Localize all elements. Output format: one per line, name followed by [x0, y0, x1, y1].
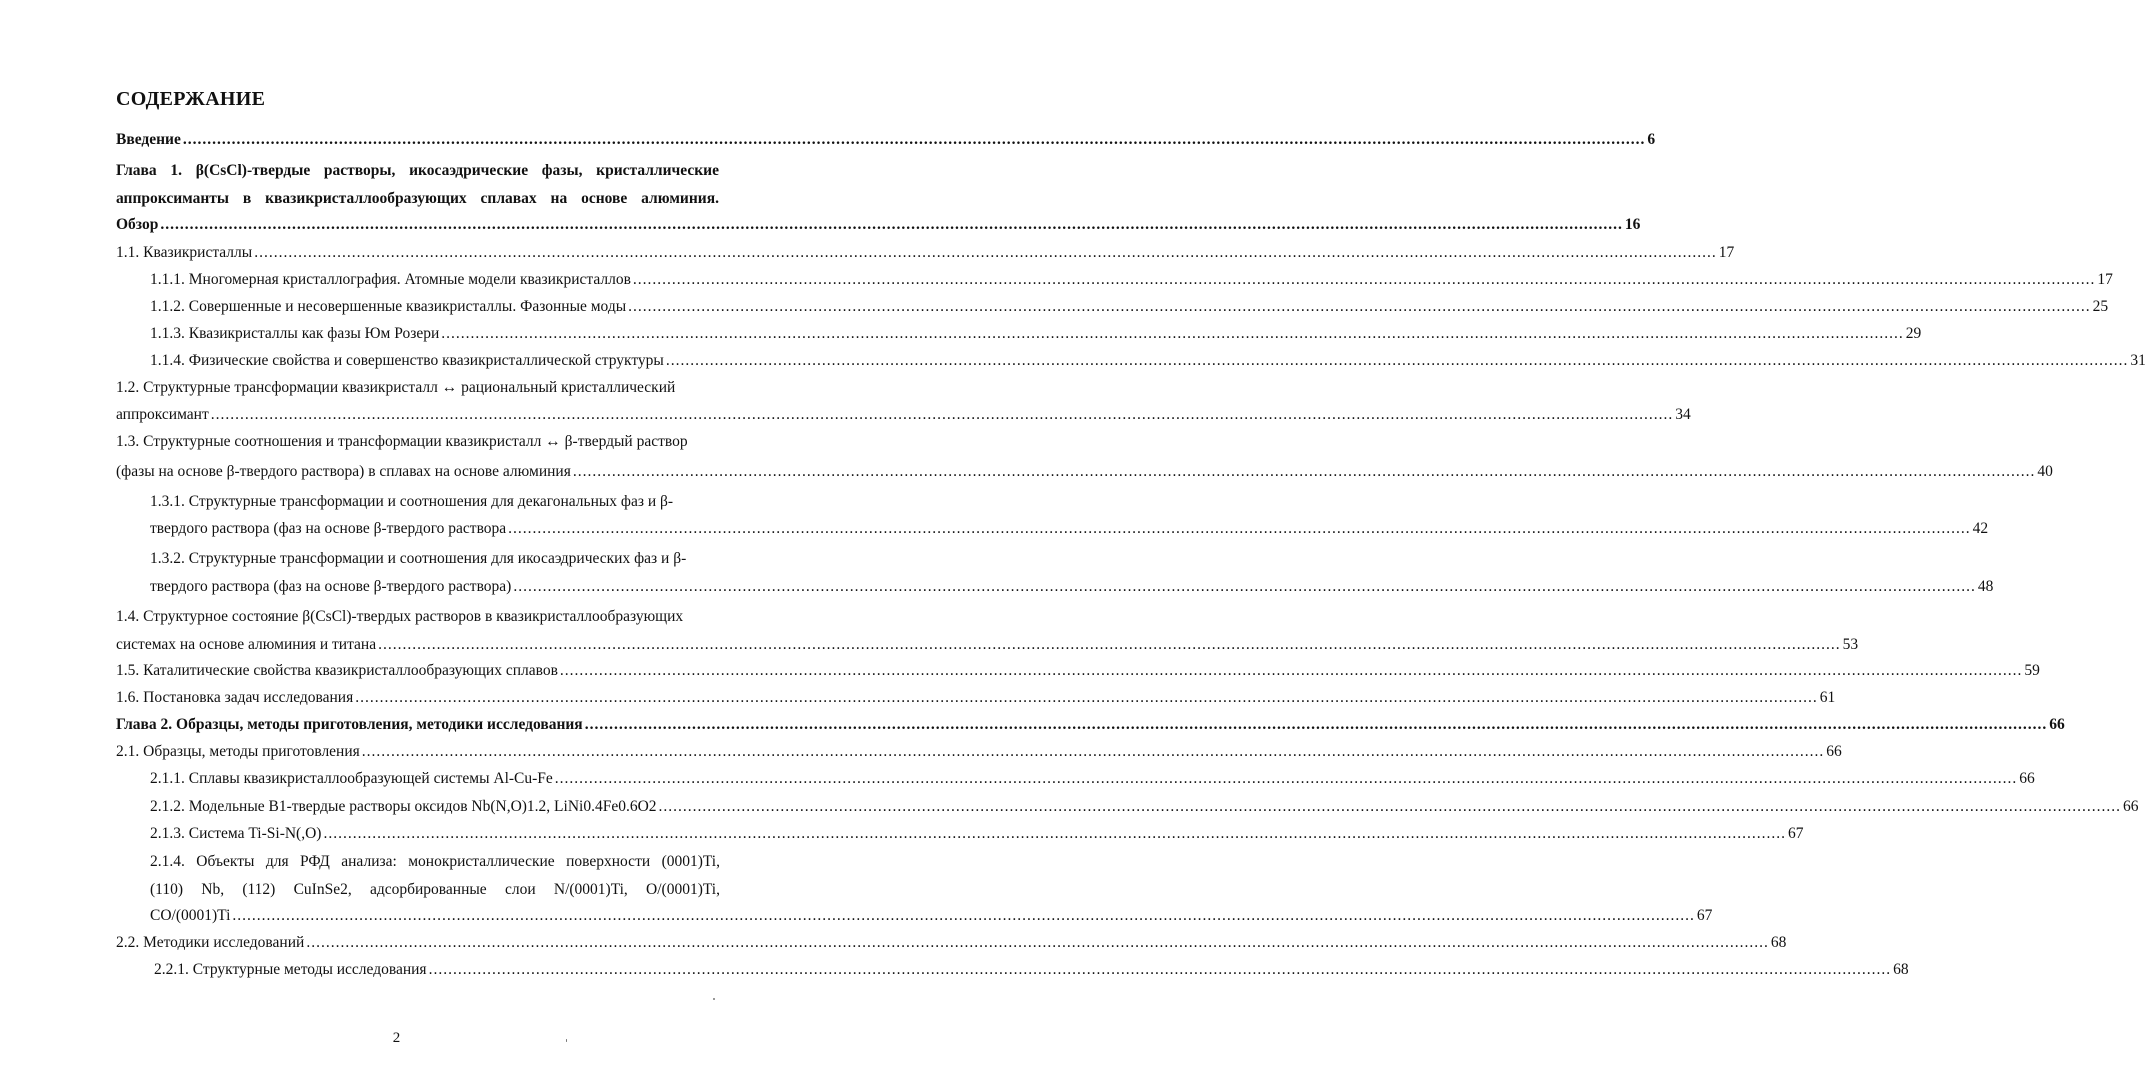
- toc-entry-text: 1.5. Каталитические свойства квазикристаллообразующих сплавов: [116, 662, 558, 679]
- toc-section-2-1-1: [150, 767, 2035, 791]
- dot-leader: ............................................................................................................................................................................................................................................................................................................: [323, 825, 1786, 842]
- scan-speck: [713, 998, 715, 1000]
- dot-leader: ............................................................................................................................................................................................................................................................................................................: [632, 271, 2096, 288]
- toc-entry-text: 1.1.2. Совершенные и несовершенные квазикристаллы. Фазонные моды: [150, 298, 627, 315]
- toc-section-1-1-4: [150, 349, 2146, 373]
- toc-entry-page: 29: [1905, 325, 1922, 342]
- dot-leader: ............................................................................................................................................................................................................................................................................................................: [182, 131, 1646, 148]
- toc-entry-text: 1.6. Постановка задач исследования: [116, 689, 354, 706]
- toc-section-1-6: [116, 686, 1836, 710]
- toc-entry-page: 66: [2019, 770, 2035, 787]
- toc-entry-page: 61: [1819, 689, 1836, 706]
- toc-entry-page: 53: [1842, 636, 1859, 653]
- toc-entry-text: (фазы на основе β-твердого раствора) в сплавах на основе алюминия: [116, 463, 571, 480]
- dot-leader: ............................................................................................................................................................................................................................................................................................................: [210, 406, 1674, 423]
- toc-chapter-1-line-3: [116, 213, 1641, 237]
- toc-entry-page: 34: [1675, 406, 1691, 423]
- toc-entry-intro: [116, 128, 1656, 152]
- toc-section-2-1-4-line-1: 2.1.4. Объекты для РФД анализа: монокристаллические поверхности (0001)Ti,: [150, 853, 720, 870]
- dot-leader: ............................................................................................................................................................................................................................................................................................................: [441, 325, 1904, 342]
- toc-entry-text: 1.1. Квазикристаллы: [116, 244, 253, 261]
- toc-entry-page: 66: [2049, 716, 2065, 733]
- dot-leader: ............................................................................................................................................................................................................................................................................................................: [378, 636, 1841, 653]
- toc-entry-text: системах на основе алюминия и титана: [116, 636, 377, 653]
- toc-chapter-1-line-2: аппроксиманты в квазикристаллообразующих сплавах на основе алюминия.: [116, 190, 719, 207]
- dot-leader: ............................................................................................................................................................................................................................................................................................................: [232, 907, 1695, 924]
- toc-entry-page: 68: [1770, 934, 1787, 951]
- toc-entry-page: 48: [1977, 578, 1994, 595]
- toc-entry-text: твердого раствора (фаз на основе β-твердого раствора): [150, 578, 512, 595]
- toc-section-1-4-line-2: [116, 633, 1859, 657]
- toc-section-1-2-line-2: [116, 403, 1691, 427]
- toc-entry-page: 66: [2123, 798, 2139, 815]
- toc-section-2-1-4-line-3: [150, 904, 1713, 928]
- toc-section-1-4-line-1: 1.4. Структурное состояние β(CsCl)-твердых растворов в квазикристаллообразующих: [116, 608, 684, 625]
- toc-entry-text: твердого раствора (фаз на основе β-твердого раствора: [150, 520, 507, 537]
- toc-section-1-1-3: [150, 322, 1922, 346]
- dot-leader: ............................................................................................................................................................................................................................................................................................................: [554, 770, 2018, 787]
- toc-chapter-2: [116, 713, 2065, 737]
- dot-leader: ............................................................................................................................................................................................................................................................................................................: [572, 463, 2036, 480]
- dot-leader: ............................................................................................................................................................................................................................................................................................................: [355, 689, 1818, 706]
- toc-entry-text: 2.2. Методики исследований: [116, 934, 305, 951]
- dot-leader: ............................................................................................................................................................................................................................................................................................................: [513, 578, 1976, 595]
- toc-entry-text: 2.1.1. Сплавы квазикристаллообразующей системы Al-Cu-Fe: [150, 770, 553, 787]
- toc-section-1-3-1-line-2: [150, 517, 1989, 541]
- toc-entry-text: Глава 2. Образцы, методы приготовления, методики исследования: [116, 716, 583, 733]
- dot-leader: ............................................................................................................................................................................................................................................................................................................: [160, 216, 1623, 233]
- toc-entry-text: 1.1.3. Квазикристаллы как фазы Юм Розери: [150, 325, 440, 342]
- dot-leader: ............................................................................................................................................................................................................................................................................................................: [665, 352, 2129, 369]
- toc-entry-page: 67: [1787, 825, 1804, 842]
- dot-leader: ............................................................................................................................................................................................................................................................................................................: [584, 716, 2048, 733]
- toc-entry-page: 59: [2024, 662, 2040, 679]
- toc-entry-page: 31: [2130, 352, 2146, 369]
- toc-entry-page: 25: [2092, 298, 2109, 315]
- toc-entry-text: 2.2.1. Структурные методы исследования: [154, 961, 427, 978]
- toc-chapter-1-line-1: Глава 1. β(CsCl)-твердые растворы, икосаэдрические фазы, кристаллические: [116, 162, 719, 179]
- toc-section-2-1-2: [150, 795, 2139, 819]
- toc-section-1-3-line-1: 1.3. Структурные соотношения и трансформации квазикристалл ↔ β-твердый раствор: [116, 433, 688, 450]
- toc-section-2-1: [116, 740, 1842, 764]
- toc-entry-page: 42: [1972, 520, 1989, 537]
- toc-entry-page: 40: [2037, 463, 2053, 480]
- toc-entry-page: 17: [2097, 271, 2113, 288]
- toc-section-1-5: [116, 659, 2040, 683]
- toc-entry-page: 16: [1624, 216, 1641, 233]
- dot-leader: ............................................................................................................................................................................................................................................................................................................: [306, 934, 1769, 951]
- toc-entry-text: аппроксимант: [116, 406, 209, 423]
- toc-entry-text: 1.1.4. Физические свойства и совершенство квазикристаллической структуры: [150, 352, 664, 369]
- toc-entry-text: CO/(0001)Ti: [150, 907, 231, 924]
- toc-section-2-1-3: [150, 822, 1804, 846]
- toc-section-1-3-line-2: [116, 460, 2053, 484]
- toc-entry-page: 68: [1893, 961, 1909, 978]
- toc-entry-text: Обзор: [116, 216, 159, 233]
- toc-section-2-2-1: [154, 958, 1909, 982]
- toc-entry-text: 2.1.3. Система Ti-Si-N(,O): [150, 825, 322, 842]
- dot-leader: ............................................................................................................................................................................................................................................................................................................: [508, 520, 1971, 537]
- toc-section-1-1: [116, 241, 1735, 265]
- dot-leader: ............................................................................................................................................................................................................................................................................................................: [361, 743, 1825, 760]
- toc-entry-text: Введение: [116, 131, 181, 148]
- toc-section-1-1-1: [150, 268, 2113, 292]
- toc-section-1-2-line-1: 1.2. Структурные трансформации квазикристалл ↔ рациональный кристаллический: [116, 379, 676, 396]
- toc-section-2-2: [116, 931, 1787, 955]
- dot-leader: ............................................................................................................................................................................................................................................................................................................: [559, 662, 2023, 679]
- toc-section-1-3-2-line-2: [150, 575, 1994, 599]
- toc-section-1-3-2-line-1: 1.3.2. Структурные трансформации и соотношения для икосаэдрических фаз и β-: [150, 550, 687, 567]
- toc-entry-page: 17: [1718, 244, 1735, 261]
- dot-leader: ............................................................................................................................................................................................................................................................................................................: [428, 961, 1892, 978]
- page-title: СОДЕРЖАНИЕ: [116, 88, 266, 110]
- toc-entry-page: 66: [1826, 743, 1842, 760]
- toc-section-1-3-1-line-1: 1.3.1. Структурные трансформации и соотношения для декагональных фаз и β-: [150, 493, 674, 510]
- dot-leader: ............................................................................................................................................................................................................................................................................................................: [658, 798, 2122, 815]
- dot-leader: ............................................................................................................................................................................................................................................................................................................: [254, 244, 1717, 261]
- page-number: 2: [392, 1030, 401, 1046]
- toc-entry-page: 67: [1696, 907, 1713, 924]
- toc-entry-text: 2.1.2. Модельные B1-твердые растворы оксидов Nb(N,O)1.2, LiNi0.4Fe0.6O2: [150, 798, 657, 815]
- toc-entry-text: 2.1. Образцы, методы приготовления: [116, 743, 360, 760]
- toc-section-1-1-2: [150, 295, 2109, 319]
- toc-entry-page: 6: [1647, 131, 1656, 148]
- dot-leader: ............................................................................................................................................................................................................................................................................................................: [628, 298, 2091, 315]
- toc-entry-text: 1.1.1. Многомерная кристаллография. Атомные модели квазикристаллов: [150, 271, 631, 288]
- toc-section-2-1-4-line-2: (110) Nb, (112) CuInSe2, адсорбированные слои N/(0001)Ti, O/(0001)Ti,: [150, 881, 720, 898]
